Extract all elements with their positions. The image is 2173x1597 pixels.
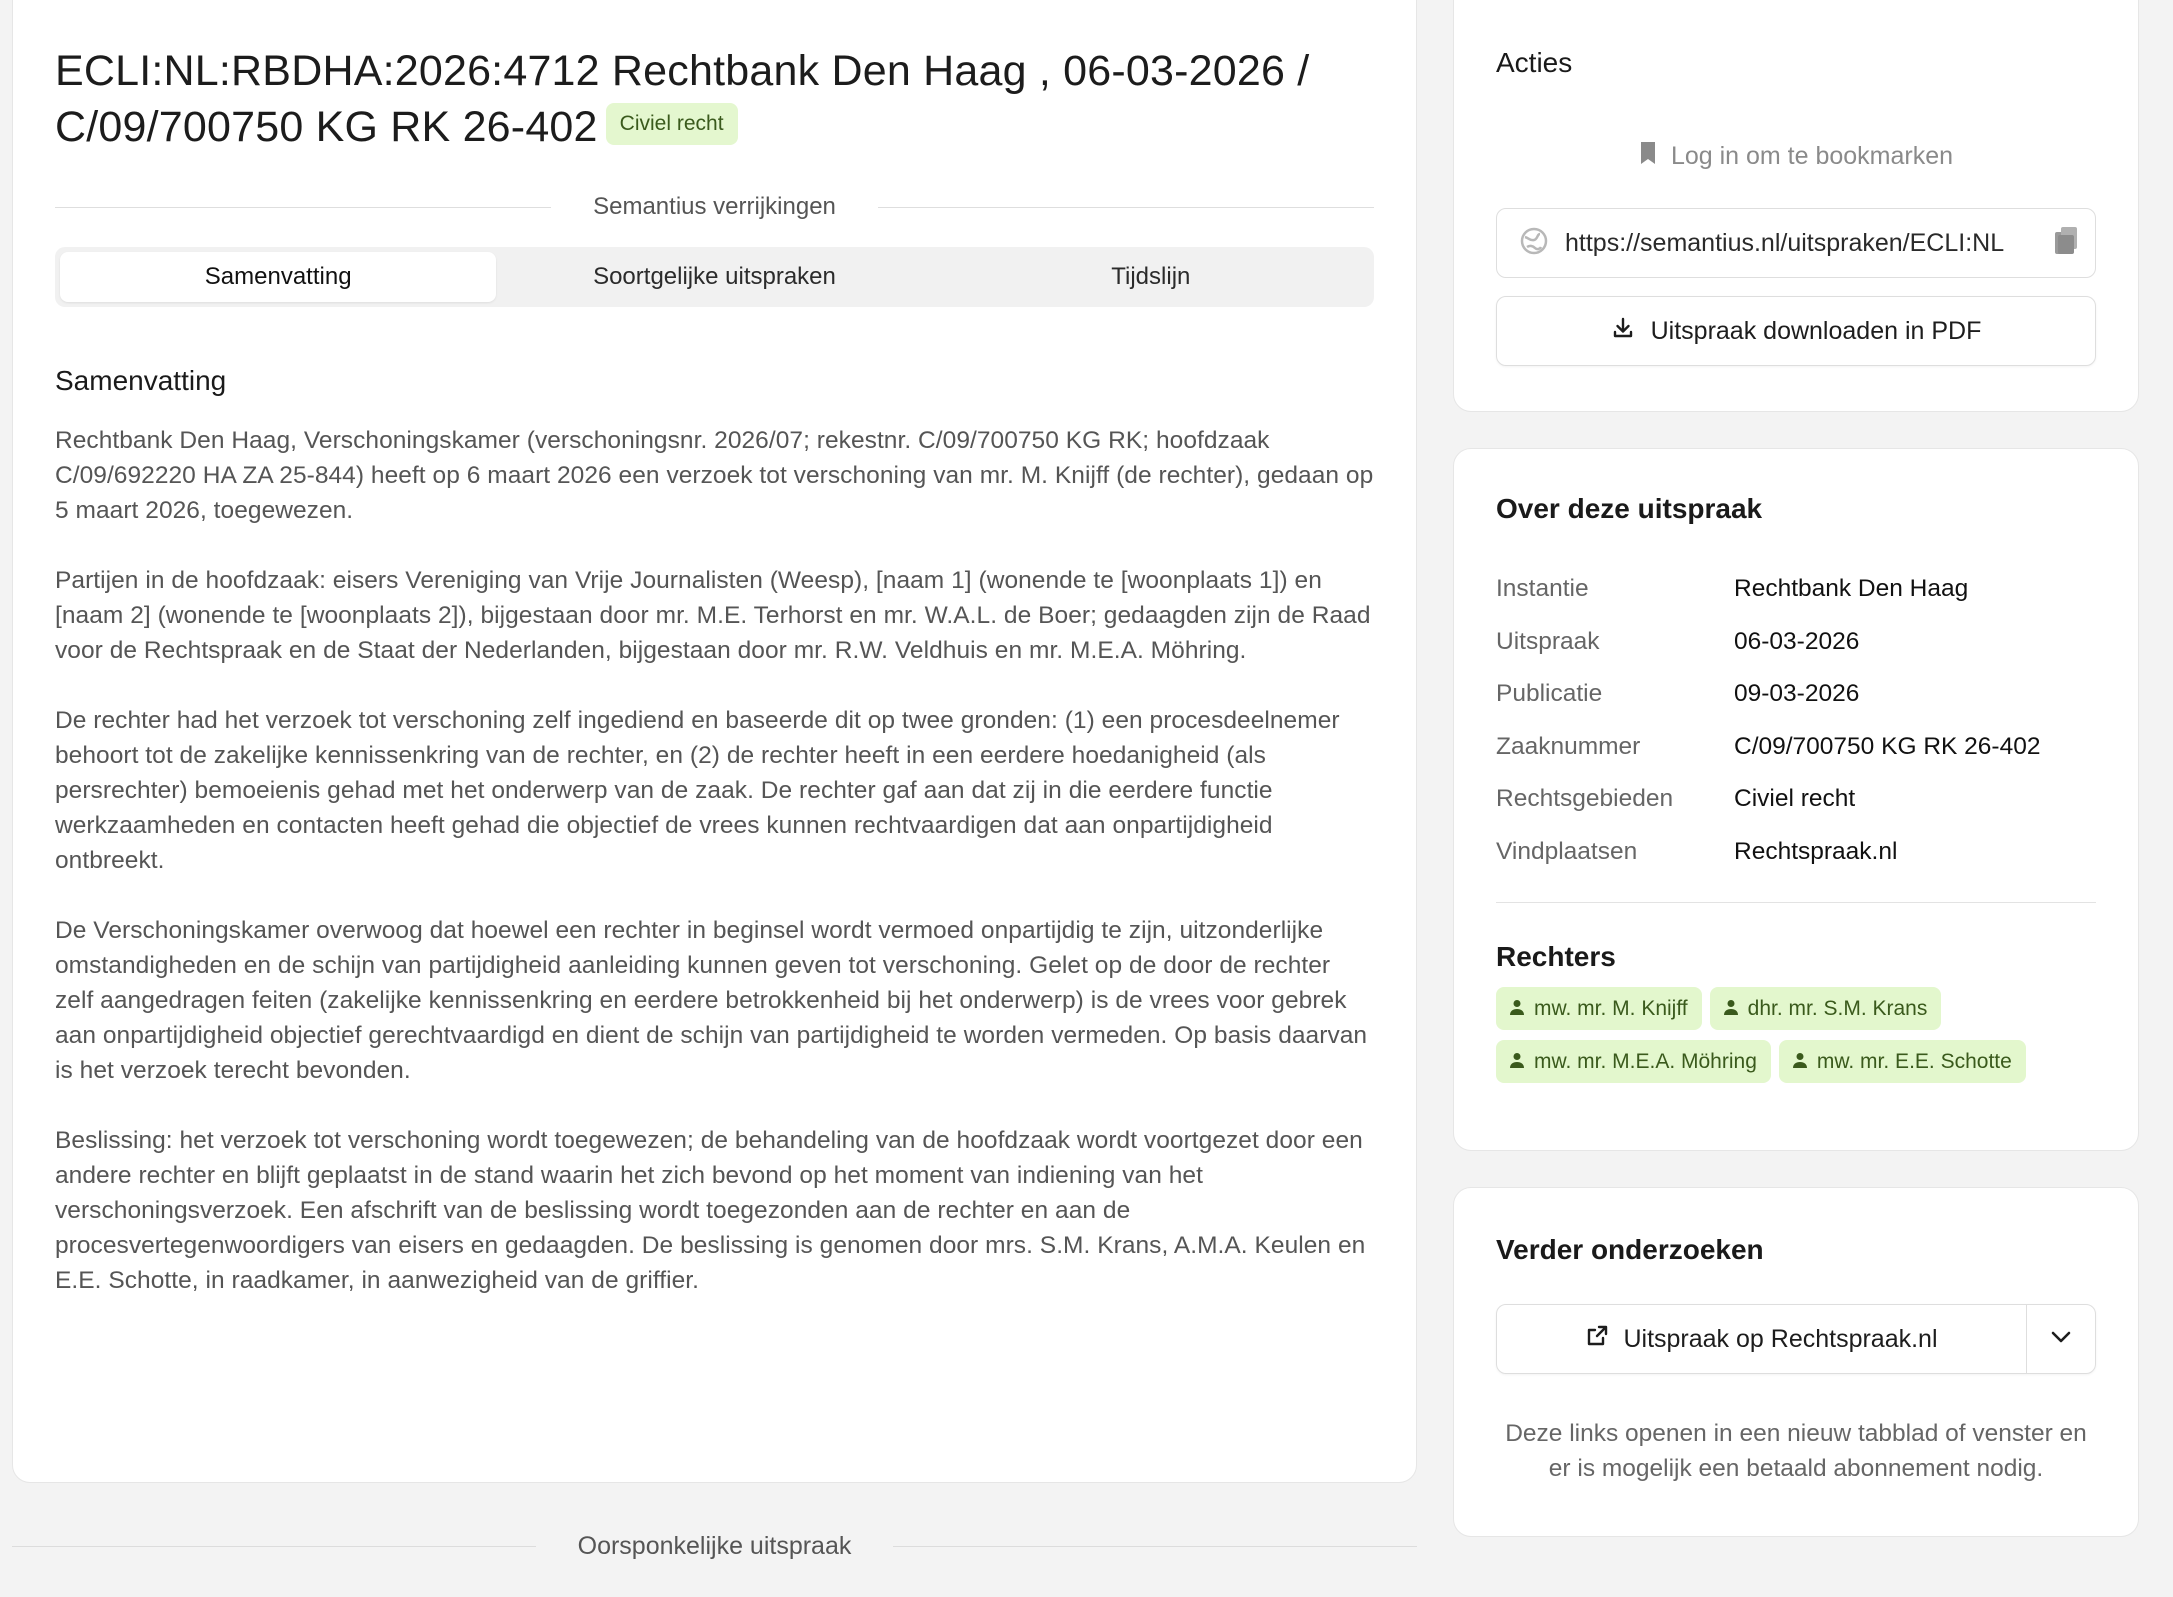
judges-list: [1496, 987, 2096, 1083]
divider: [1496, 902, 2096, 903]
meta-value: 09-03-2026: [1734, 680, 1860, 708]
tab-bar: [55, 247, 1374, 307]
meta-key: Zaaknummer: [1496, 732, 1641, 760]
area-badge: Civiel recht: [606, 103, 738, 145]
about-title: Over deze uitspraak: [1496, 493, 1763, 524]
links-disclaimer: Deze links openen in een nieuw tabblad of venster en er is mogelijk een betaald abonnement nodig.: [1505, 1420, 2087, 1482]
divider-line: [878, 207, 1374, 208]
external-link-split-button: [1496, 1304, 2096, 1374]
meta-row-rechtsgebieden: [1496, 773, 2096, 826]
actions-card: [1453, 0, 2139, 412]
open-rechtspraak-button[interactable]: [1497, 1305, 2027, 1373]
summary-paragraph: De Verschoningskamer overwoog dat hoewel een rechter in beginsel wordt vermoed onpartijdig te zijn, uitzonderlijke omstandigheden en de schijn van partijdigheid aanleiding kunnen geven tot verschoning. Gelet op de door de rechter zelf aangedragen feiten (zakelijke kennissenkring en eerdere betrokkenheid bij het onderwerp) is de vrees voor gebrek aan onpartijdigheid objectief gerechtvaardigd en dient de schijn van partijdigheid te worden vermeden. Op basis daarvan is het verzoek terecht bevonden.: [55, 917, 1368, 1084]
summary-body: [55, 423, 1374, 1298]
person-icon: [1724, 997, 1738, 1021]
more-links-dropdown[interactable]: [2027, 1305, 2095, 1373]
summary-paragraph: Partijen in de hoofdzaak: eisers Vereniging van Vrije Journalisten (Weesp), [naam 1] (wonende te [woonplaats 1]) en [naam 2] (wonende te [woonplaats 2]), bijgestaan door mr. M.E. Terhorst en mr. W.A.L. de Boer; gedaagden zijn de Raad voor de Rechtspraak en de Staat der Nederlanden, bijgestaan door mr. R.W. Veldhuis en mr. M.E.A. Möhring.: [55, 567, 1371, 664]
judge-badge[interactable]: [1496, 1040, 1771, 1083]
meta-value: Rechtspraak.nl: [1734, 837, 1898, 865]
chevron-down-icon: [2050, 1330, 2072, 1349]
page-title: [55, 43, 1374, 155]
summary-paragraph: De rechter had het verzoek tot verschoning zelf ingediend en baseerde dit op twee gronden: (1) een procesdeelnemer behoort tot de zakelijke kennissenkring van de rechter, en (2) de rechter heeft in een eerdere hoedanigheid (als persrechter) bemoeienis gehad met het onderwerp van de zaak. De rechter gaf aan dat zij in die eerdere functie werkzaamheden en contacten heeft gehad die objectief de vrees kunnen rechtvaardigen dat aan onpartijdigheid ontbreekt.: [55, 707, 1340, 874]
enrichments-divider: [55, 189, 1374, 225]
share-url-field[interactable]: [1496, 208, 2096, 278]
bookmark-login-button[interactable]: [1496, 141, 2096, 172]
judge-name: mw. mr. E.E. Schotte: [1816, 1049, 2012, 1073]
globe-icon: [1519, 226, 1549, 261]
meta-row-publicatie: [1496, 668, 2096, 721]
meta-key: Instantie: [1496, 575, 1589, 603]
about-card: [1453, 448, 2139, 1151]
open-rechtspraak-label: Uitspraak op Rechtspraak.nl: [1623, 1324, 1938, 1353]
judge-name: dhr. mr. S.M. Krans: [1747, 996, 1928, 1020]
judge-badge[interactable]: [1779, 1040, 2026, 1083]
bookmark-label: Log in om te bookmarken: [1670, 142, 1954, 170]
judge-badge[interactable]: [1496, 987, 1702, 1030]
copy-icon[interactable]: [2053, 226, 2079, 261]
actions-title: Acties: [1496, 47, 1573, 78]
divider-line: [893, 1546, 1417, 1547]
judges-title: Rechters: [1496, 941, 1616, 972]
download-pdf-button[interactable]: [1496, 296, 2096, 366]
bookmark-icon: [1639, 141, 1657, 172]
meta-key: Uitspraak: [1496, 627, 1600, 655]
original-divider: [12, 1528, 1417, 1564]
person-icon: [1793, 1050, 1807, 1074]
divider-line: [55, 207, 551, 208]
meta-key: Publicatie: [1496, 680, 1603, 708]
research-title: Verder onderzoeken: [1496, 1234, 1764, 1265]
summary-paragraph: Rechtbank Den Haag, Verschoningskamer (verschoningsnr. 2026/07; rekestnr. C/09/700750 KG RK; hoofdzaak C/09/692220 HA ZA 25-844) heeft op 6 maart 2026 een verzoek tot verschoning van mr. M. Knijff (de rechter), gedaan op 5 maart 2026, toegewezen.: [55, 427, 1374, 524]
external-link-icon: [1585, 1324, 1609, 1355]
summary-paragraph: Beslissing: het verzoek tot verschoning wordt toegewezen; de behandeling van de hoofdzaak wordt voortgezet door een andere rechter en blijft geplaatst in de stand waarin het zich bevond op het moment van indiening van het verschoningsverzoek. Een afschrift van de beslissing wordt toegezonden aan de rechter en aan de procesvertegenwoordigers van eisers en gedaagden. De beslissing is genomen door mrs. S.M. Krans, A.M.A. Keulen en E.E. Schotte, in raadkamer, in aanwezigheid van de griffier.: [55, 1127, 1366, 1294]
meta-row-zaaknummer: [1496, 721, 2096, 774]
tab-soortgelijke-uitspraken[interactable]: Soortgelijke uitspraken: [593, 263, 836, 290]
meta-row-vindplaatsen: [1496, 826, 2096, 879]
meta-row-instantie: [1496, 563, 2096, 616]
person-icon: [1510, 997, 1524, 1021]
judge-name: mw. mr. M.E.A. Möhring: [1534, 1049, 1757, 1073]
meta-value: Civiel recht: [1734, 785, 1856, 813]
meta-value: 06-03-2026: [1734, 627, 1860, 655]
judgment-card: [12, 0, 1417, 1483]
download-icon: [1611, 316, 1635, 347]
meta-value: C/09/700750 KG RK 26-402: [1734, 732, 2041, 760]
meta-key: Rechtsgebieden: [1496, 785, 1674, 813]
meta-row-uitspraak: [1496, 616, 2096, 669]
meta-key: Vindplaatsen: [1496, 837, 1638, 865]
original-label: Oorsponkelijke uitspraak: [577, 1531, 852, 1560]
enrichments-label: Semantius verrijkingen: [593, 193, 836, 220]
summary-heading: Samenvatting: [55, 365, 227, 396]
research-card: [1453, 1187, 2139, 1537]
share-url-text: https://semantius.nl/uitspraken/ECLI:NL: [1565, 228, 2005, 257]
divider-line: [12, 1546, 536, 1547]
tab-samenvatting[interactable]: Samenvatting: [60, 252, 496, 302]
metadata-list: [1496, 563, 2096, 878]
meta-value: Rechtbank Den Haag: [1734, 575, 1969, 603]
judge-name: mw. mr. M. Knijff: [1534, 996, 1688, 1020]
title-text: ECLI:NL:RBDHA:2026:4712 Rechtbank Den Haag , 06-03-2026 / C/09/700750 KG RK 26-402: [55, 47, 1310, 151]
download-pdf-label: Uitspraak downloaden in PDF: [1650, 316, 1982, 345]
person-icon: [1510, 1050, 1524, 1074]
judge-badge[interactable]: [1710, 987, 1942, 1030]
tab-tijdslijn[interactable]: Tijdslijn: [1111, 263, 1191, 290]
